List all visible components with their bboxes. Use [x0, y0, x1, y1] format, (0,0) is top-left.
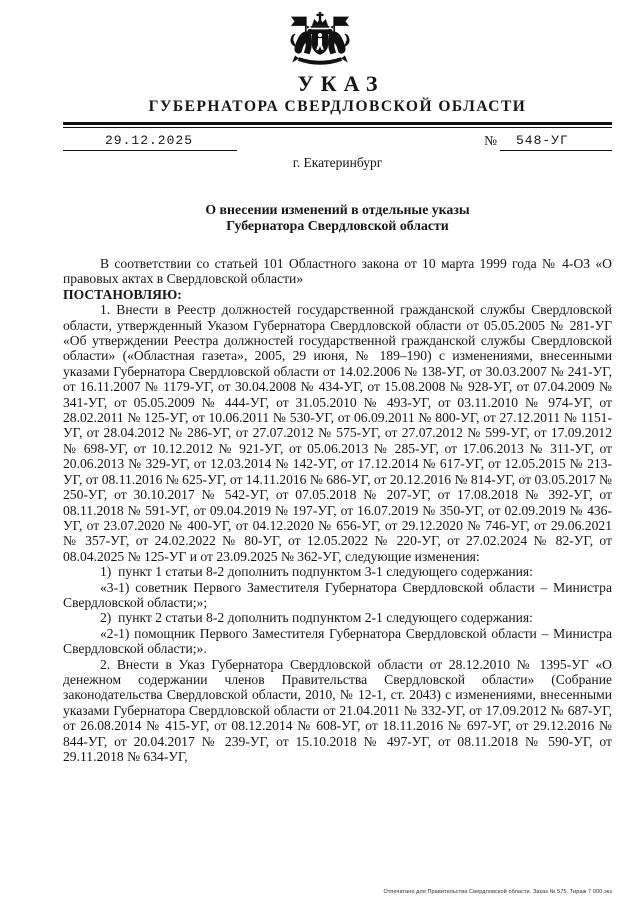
doc-body: [63, 256, 612, 764]
doc-number: 548-УГ: [500, 133, 612, 151]
header-divider-thin: [63, 127, 612, 128]
paragraph: 1) пункт 1 статьи 8-2 дополнить подпунктом 3-1 следующего содержания:: [100, 564, 533, 580]
paragraph: ПОСТАНОВЛЯЮ:: [63, 286, 182, 302]
doc-date: 29.12.2025: [105, 133, 194, 148]
authority-heading: ГУБЕРНАТОРА СВЕРДЛОВСКОЙ ОБЛАСТИ: [148, 98, 527, 115]
doc-date-field: [63, 133, 237, 151]
print-imprint: Отпечатано для Правительства Свердловской области. Заказ № 575. Тираж 7 000 экз: [383, 889, 612, 895]
coat-of-arms-icon: [280, 12, 360, 70]
paragraph: «2-1) помощник Первого Заместителя Губернатора Свердловской области – Министра Свердловской области;».: [63, 625, 612, 657]
doc-number-label: №: [484, 133, 497, 148]
doc-title-line2: Губернатора Свердловской области: [226, 218, 449, 233]
paragraph: В соответствии со статьей 101 Областного закона от 10 марта 1999 года № 4-ОЗ «О правовых актах в Свердловской области»: [63, 256, 612, 287]
header-divider-thick: [63, 122, 612, 125]
paragraph: 2. Внести в Указ Губернатора Свердловской области от 28.12.2010 № 1395-УГ «О денежном содержании членов Правительства Свердловской области» (Собрание законодательства Свердловской области, 2010, № 12-1, ст. 2043) с изменениями, внесенными указами Губернатора Свердловской области от 21.04.2011 № 332-УГ, от 17.09.2012 № 687-УГ, от 26.08.2014 № 415-УГ, от 08.12.2014 № 608-УГ, от 18.11.2016 № 697-УГ, от 29.12.2016 № 844-УГ, от 20.04.2017 № 239-УГ, от 15.10.2018 № 497-УГ, от 08.11.2018 № 590-УГ, от 29.11.2018 № 634-УГ,: [63, 656, 612, 764]
doc-number-field: [484, 133, 612, 151]
doc-title: [63, 202, 612, 234]
paragraph: «3-1) советник Первого Заместителя Губернатора Свердловской области – Министра Свердловской области;»;: [63, 579, 612, 610]
doc-title-line1: О внесении изменений в отдельные указы: [205, 202, 470, 217]
doc-type-heading: УКАЗ: [297, 71, 385, 96]
doc-meta-row: [63, 133, 612, 151]
doc-city: г. Екатеринбург: [292, 155, 383, 170]
paragraph: 1. Внести в Реестр должностей государственной гражданской службы Свердловской области, утвержденный Указом Губернатора Свердловской области от 05.05.2005 № 281-УГ «Об утверждении Реестра должностей государственной гражданской службы Свердловской области» («Областная газета», 2005, 29 июня, № 189–190) с изменениями, внесенными указами Губернатора Свердловской области от 14.02.2006 № 138-УГ, от 30.03.2007 № 241-УГ, от 16.11.2007 № 1179-УГ, от 30.04.2008 № 434-УГ, от 15.08.2008 № 928-УГ, от 07.04.2009 № 341-УГ, от 05.05.2009 № 444-УГ, от 31.05.2010 № 493-УГ, от 03.11.2010 № 974-УГ, от 28.02.2011 № 125-УГ, от 10.06.2011 № 530-УГ, от 06.09.2011 № 800-УГ, от 27.12.2011 № 1151-УГ, от 28.04.2012 № 286-УГ, от 27.07.2012 № 575-УГ, от 27.07.2012 № 599-УГ, от 17.09.2012 № 698-УГ, от 10.12.2012 № 921-УГ, от 05.06.2013 № 285-УГ, от 17.06.2013 № 311-УГ, от 20.06.2013 № 329-УГ, от 12.03.2014 № 142-УГ, от 17.12.2014 № 617-УГ, от 12.05.2015 № 213-УГ, от 08.11.2016 № 625-УГ, от 14.11.2016 № 686-УГ, от 20.12.2016 № 814-УГ, от 03.05.2017 № 250-УГ, от 30.10.2017 № 542-УГ, от 07.05.2018 № 207-УГ, от 17.08.2018 № 392-УГ, от 08.11.2018 № 591-УГ, от 09.04.2019 № 197-УГ, от 16.07.2019 № 350-УГ, от 02.09.2019 № 436-УГ, от 23.07.2020 № 400-УГ, от 04.12.2020 № 656-УГ, от 29.12.2020 № 746-УГ, от 29.06.2021 № 357-УГ, от 24.02.2022 № 80-УГ, от 12.05.2022 № 220-УГ, от 27.02.2024 № 82-УГ, от 08.04.2025 № 125-УГ и от 23.09.2025 № 362-УГ, следующие изменения:: [63, 302, 612, 564]
paragraph: 2) пункт 2 статьи 8-2 дополнить подпунктом 2-1 следующего содержания:: [100, 610, 533, 626]
